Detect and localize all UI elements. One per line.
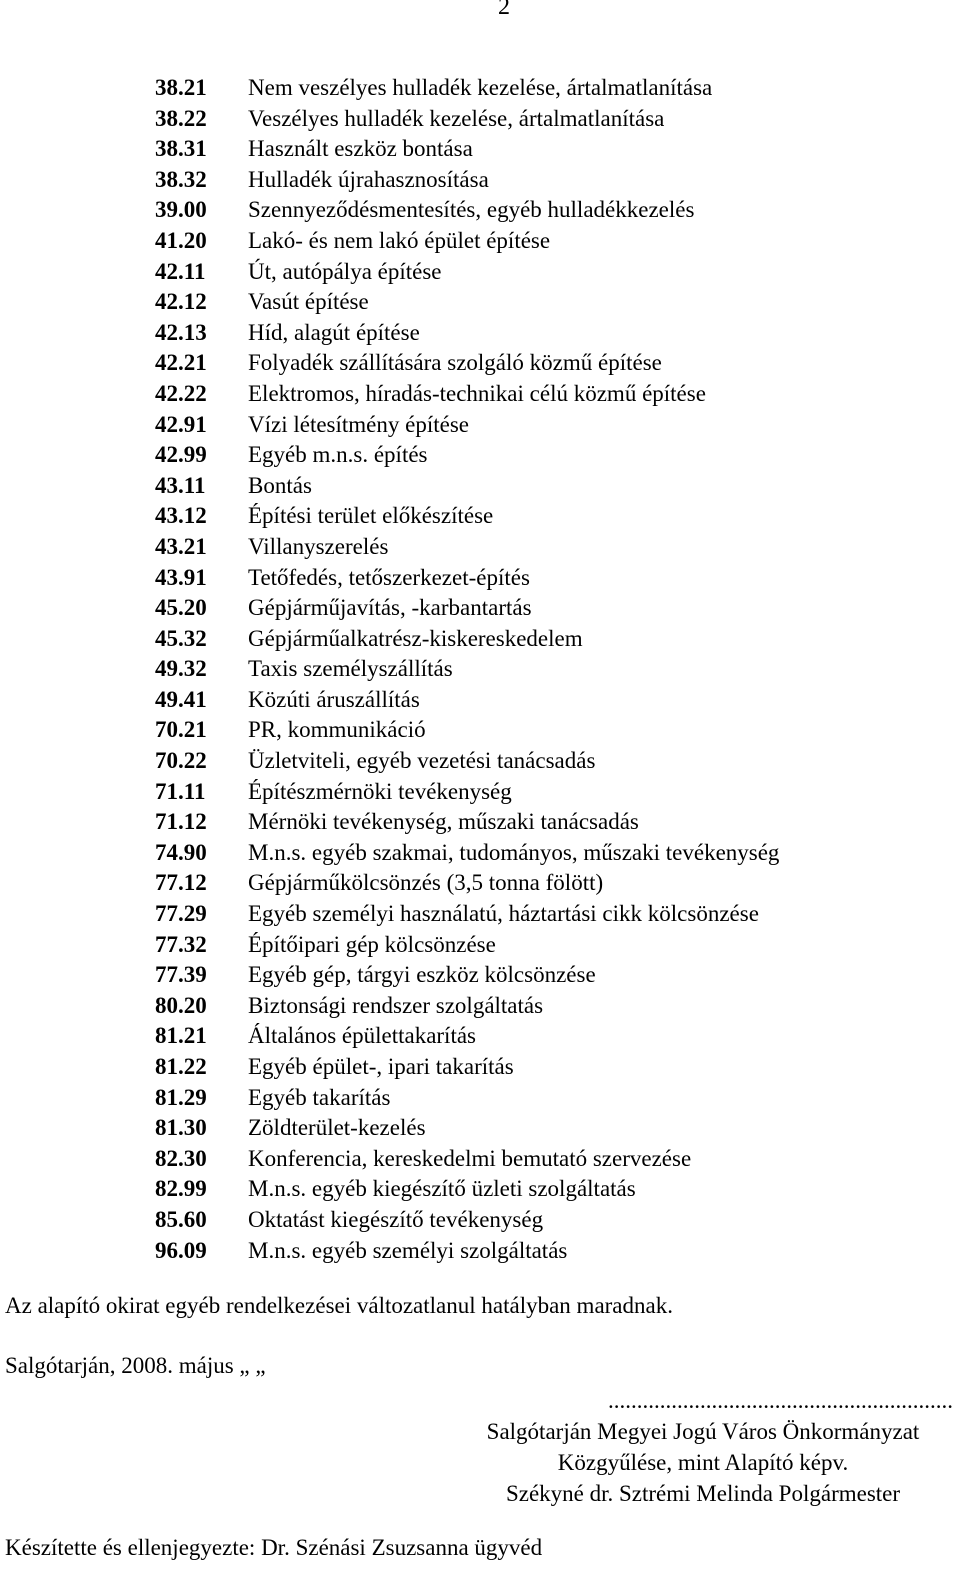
activity-row [155,532,779,563]
activity-row [155,1205,779,1236]
activity-row [155,1113,779,1144]
activity-description: M.n.s. egyéb kiegészítő üzleti szolgáltatás [248,1176,636,1202]
activity-row [155,318,779,349]
activity-row [155,991,779,1022]
activity-row [155,715,779,746]
activity-code: 42.22 [155,380,207,406]
activity-row [155,410,779,441]
activity-row [155,777,779,808]
activity-row [155,440,779,471]
activity-code: 38.32 [155,166,207,192]
activity-code: 49.32 [155,656,207,682]
activity-description: Veszélyes hulladék kezelése, ártalmatlanítása [248,105,665,131]
activity-code: 42.13 [155,319,207,345]
activity-description: Híd, alagút építése [248,319,420,345]
activity-row [155,746,779,777]
activity-code: 42.12 [155,289,207,315]
activity-description: Egyéb takarítás [248,1084,391,1110]
activity-code: 71.12 [155,809,207,835]
activity-row [155,379,779,410]
activity-description: Egyéb épület-, ipari takarítás [248,1054,514,1079]
activity-description: Egyéb gép, tárgyi eszköz kölcsönzése [248,962,596,988]
activity-code: 41.20 [155,227,207,253]
activity-code: 38.21 [155,75,207,100]
activity-description: Építőipari gép kölcsönzése [248,931,496,957]
activity-row [155,930,779,961]
activity-description: Üzletviteli, egyéb vezetési tanácsadás [248,748,596,774]
activity-code: 81.22 [155,1054,207,1079]
activity-row [155,563,779,594]
activity-row [155,104,779,135]
activity-description: Biztonsági rendszer szolgáltatás [248,992,544,1018]
activity-code: 96.09 [155,1237,207,1263]
activity-code: 81.21 [155,1023,207,1049]
activity-description: Mérnöki tevékenység, műszaki tanácsadás [248,809,639,835]
signature-block [453,1385,953,1509]
activity-code: 39.00 [155,197,207,223]
activity-code: 81.30 [155,1115,207,1141]
activity-description: Tetőfedés, tetőszerkezet-építés [248,564,530,590]
activity-description: Zöldterület-kezelés [248,1115,426,1141]
activity-code: 70.21 [155,717,207,743]
activity-code: 42.91 [155,411,207,437]
activity-description: Építészmérnöki tevékenység [248,778,512,804]
activity-description: Vízi létesítmény építése [248,411,469,437]
activity-description: Általános épülettakarítás [248,1023,477,1049]
signature-signer: Székyné dr. Sztrémi Melinda Polgármester [505,1481,901,1506]
activity-row [155,838,779,869]
activity-code: 85.60 [155,1206,207,1232]
activity-row [155,807,779,838]
activity-description: Villanyszerelés [248,533,389,559]
activity-code: 42.99 [155,442,207,468]
activity-code: 74.90 [155,839,207,865]
activity-row [155,1083,779,1114]
activity-description: M.n.s. egyéb szakmai, tudományos, műszaki tevékenység [248,839,780,865]
activity-row [155,348,779,379]
footer-prepared-by: Készítette és ellenjegyezte: Dr. Szénási Zsuzsanna ügyvéd [5,1535,543,1560]
activity-code: 77.29 [155,901,207,927]
activity-description: Gépjárműalkatrész-kiskereskedelem [248,625,583,651]
activity-code: 80.20 [155,992,207,1018]
activity-row [155,1236,779,1267]
activity-code: 49.41 [155,686,207,712]
activity-description: Nem veszélyes hulladék kezelése, ártalmatlanítása [248,75,713,100]
activity-row [155,1174,779,1205]
activity-row [155,654,779,685]
activity-description: Hulladék újrahasznosítása [248,166,489,192]
activity-description: Közúti áruszállítás [248,686,420,712]
activity-code: 77.39 [155,962,207,988]
activity-description: Egyéb m.n.s. építés [248,442,428,468]
activity-description: PR, kommunikáció [248,717,426,743]
activity-code: 81.29 [155,1084,207,1110]
activity-row [155,960,779,991]
activity-row [155,73,779,104]
activity-description: Taxis személyszállítás [248,656,453,682]
activity-description: Vasút építése [248,289,369,315]
activity-code: 43.12 [155,503,207,529]
activity-code: 71.11 [155,778,206,804]
activity-code: 38.31 [155,136,207,162]
activity-row [155,195,779,226]
signature-org-line1: Salgótarján Megyei Jogú Város Önkormányzat [486,1419,920,1444]
activity-description: Út, autópálya építése [248,258,442,284]
closing-note: Az alapító okirat egyéb rendelkezései változatlanul hatályban maradnak. [5,1293,673,1318]
activity-row [155,257,779,288]
activity-row [155,501,779,532]
activity-description: Szennyeződésmentesítés, egyéb hulladékkezelés [248,197,695,223]
activity-code: 77.32 [155,931,207,957]
activity-description: Konferencia, kereskedelmi bemutató szervezése [248,1145,692,1171]
activity-list [155,73,779,1266]
activity-row [155,226,779,257]
activity-row [155,1052,779,1083]
activity-code: 43.91 [155,564,207,590]
activity-row [155,685,779,716]
activity-code: 42.21 [155,350,207,376]
activity-description: Használt eszköz bontása [248,136,473,162]
activity-row [155,1021,779,1052]
activity-description: Gépjárműjavítás, -karbantartás [248,595,532,621]
activity-description: M.n.s. egyéb személyi szolgáltatás [248,1237,568,1263]
activity-description: Oktatást kiegészítő tevékenység [248,1206,544,1232]
activity-description: Elektromos, híradás-technikai célú közmű építése [248,380,706,406]
signature-org-line2: Közgyűlése, mint Alapító képv. [557,1450,849,1475]
activity-description: Egyéb személyi használatú, háztartási cikk kölcsönzése [248,901,759,927]
activity-code: 77.12 [155,870,207,896]
activity-row [155,593,779,624]
page-number: 2 [498,0,510,20]
activity-row [155,868,779,899]
place-date: Salgótarján, 2008. május „ „ [5,1353,266,1378]
activity-code: 43.11 [155,472,206,498]
activity-code: 82.30 [155,1145,207,1171]
activity-code: 43.21 [155,533,207,559]
activity-code: 70.22 [155,748,207,774]
activity-row [155,165,779,196]
activity-row [155,624,779,655]
activity-row [155,899,779,930]
activity-code: 82.99 [155,1176,207,1202]
activity-row [155,287,779,318]
activity-description: Lakó- és nem lakó épület építése [248,227,551,253]
activity-row [155,134,779,165]
activity-code: 38.22 [155,105,207,131]
signature-line: ............................................................ [608,1388,953,1413]
activity-description: Folyadék szállítására szolgáló közmű építése [248,350,662,376]
activity-description: Építési terület előkészítése [248,503,494,529]
activity-code: 45.20 [155,595,207,621]
activity-code: 45.32 [155,625,207,651]
activity-code: 42.11 [155,258,206,284]
activity-row [155,471,779,502]
activity-description: Bontás [248,472,312,498]
activity-description: Gépjárműkölcsönzés (3,5 tonna fölött) [248,870,604,896]
activity-row [155,1144,779,1175]
